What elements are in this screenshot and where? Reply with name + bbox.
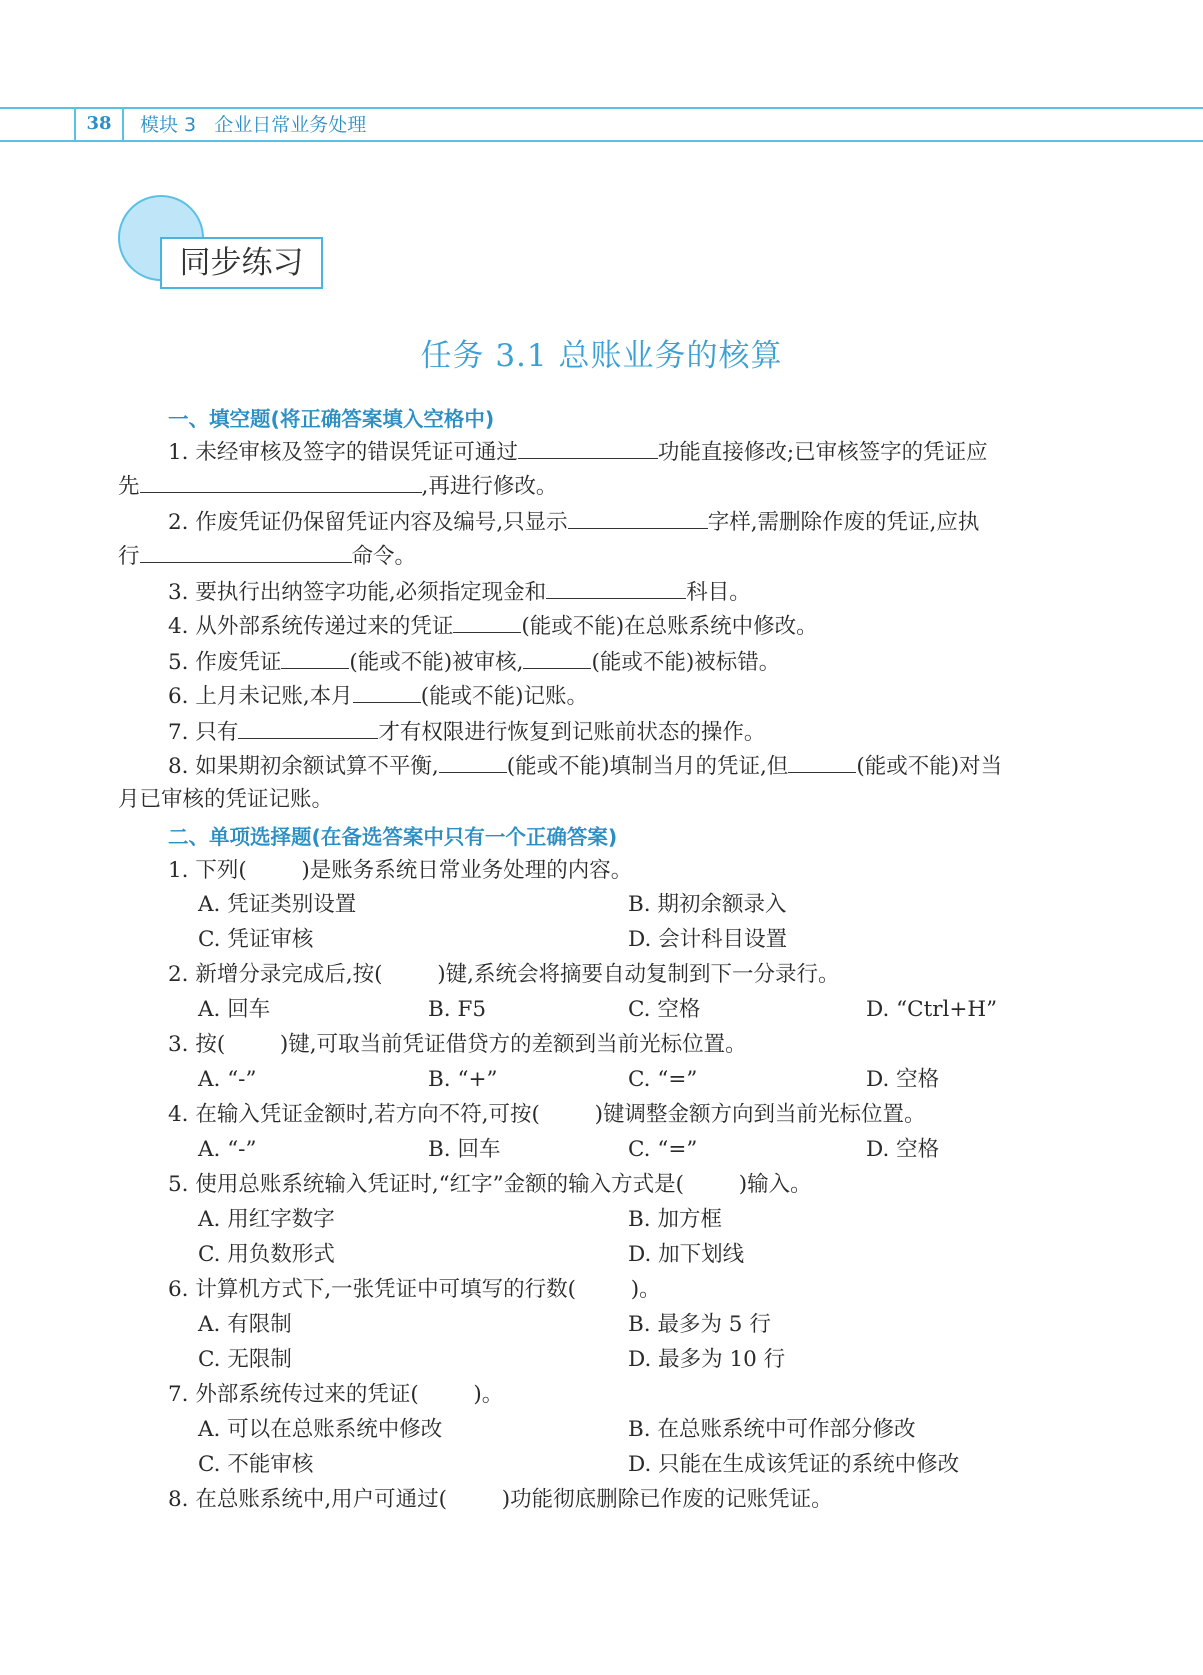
answer-blank[interactable]: [453, 610, 521, 633]
choice-q2-option-c[interactable]: C. 空格: [628, 997, 701, 1022]
answer-blank[interactable]: [140, 540, 352, 563]
header-bottom-rule: [0, 140, 1203, 142]
choice-q4-option-a[interactable]: A. “-”: [198, 1137, 257, 1162]
answer-blank[interactable]: [281, 646, 349, 669]
answer-blank[interactable]: [353, 680, 421, 703]
fill-q1-line2: 先 ,再进行修改。: [118, 470, 557, 502]
choice-q1-option-d[interactable]: D. 会计科目设置: [628, 927, 788, 952]
choice-q6-option-c[interactable]: C. 无限制: [198, 1347, 292, 1372]
choice-q4-option-d[interactable]: D. 空格: [866, 1137, 940, 1162]
header-top-rule: [0, 107, 1203, 109]
choice-q4-option-b[interactable]: B. 回车: [428, 1137, 501, 1162]
choice-q2-option-d[interactable]: D. “Ctrl+H”: [866, 997, 998, 1022]
fill-q4: 4. 从外部系统传递过来的凭证 (能或不能)在总账系统中修改。: [168, 610, 818, 642]
fill-q1-line1: 1. 未经审核及签字的错误凭证可通过 功能直接修改;已审核签字的凭证应: [168, 436, 988, 468]
fill-q5: 5. 作废凭证 (能或不能)被审核, (能或不能)被标错。: [168, 646, 780, 678]
fill-q2-line2: 行 命令。: [118, 540, 416, 572]
choice-q7-option-c[interactable]: C. 不能审核: [198, 1452, 314, 1477]
choice-q3-option-b[interactable]: B. “+”: [428, 1067, 498, 1092]
choice-q5-option-c[interactable]: C. 用负数形式: [198, 1242, 335, 1267]
choice-q4-option-c[interactable]: C. “=”: [628, 1137, 698, 1162]
choice-q6-stem: 6. 计算机方式下,一张凭证中可填写的行数( )。: [168, 1277, 661, 1302]
page-number: 38: [74, 107, 124, 140]
choice-q8-stem: 8. 在总账系统中,用户可通过( )功能彻底删除已作废的记账凭证。: [168, 1487, 833, 1512]
choice-q7-option-d[interactable]: D. 只能在生成该凭证的系统中修改: [628, 1452, 960, 1477]
answer-blank[interactable]: [439, 750, 507, 773]
fill-q7: 7. 只有 才有权限进行恢复到记账前状态的操作。: [168, 716, 765, 748]
choice-q5-option-a[interactable]: A. 用红字数字: [198, 1207, 335, 1232]
choice-q6-option-a[interactable]: A. 有限制: [198, 1312, 292, 1337]
practice-badge: 同步练习: [160, 237, 323, 289]
answer-blank[interactable]: [788, 750, 856, 773]
choice-q6-option-d[interactable]: D. 最多为 10 行: [628, 1347, 786, 1372]
choice-q2-option-a[interactable]: A. 回车: [198, 997, 271, 1022]
choice-q6-option-b[interactable]: B. 最多为 5 行: [628, 1312, 771, 1337]
fill-q3: 3. 要执行出纳签字功能,必须指定现金和 科目。: [168, 576, 751, 608]
section-single-choice-title: 二、单项选择题(在备选答案中只有一个正确答案): [168, 825, 618, 849]
answer-blank[interactable]: [140, 470, 422, 493]
section-fill-blank-title: 一、填空题(将正确答案填入空格中): [168, 407, 495, 431]
answer-blank[interactable]: [523, 646, 591, 669]
choice-q5-stem: 5. 使用总账系统输入凭证时,“红字”金额的输入方式是( )输入。: [168, 1172, 812, 1197]
choice-q5-option-b[interactable]: B. 加方框: [628, 1207, 722, 1232]
module-title: 模块 3 企业日常业务处理: [140, 114, 367, 136]
choice-q7-option-a[interactable]: A. 可以在总账系统中修改: [198, 1417, 443, 1442]
choice-q1-option-b[interactable]: B. 期初余额录入: [628, 892, 787, 917]
choice-q3-option-d[interactable]: D. 空格: [866, 1067, 940, 1092]
answer-blank[interactable]: [568, 506, 708, 529]
choice-q2-stem: 2. 新增分录完成后,按( )键,系统会将摘要自动复制到下一分录行。: [168, 962, 840, 987]
choice-q3-option-c[interactable]: C. “=”: [628, 1067, 698, 1092]
choice-q1-option-c[interactable]: C. 凭证审核: [198, 927, 314, 952]
choice-q1-option-a[interactable]: A. 凭证类别设置: [198, 892, 357, 917]
fill-q2-line1: 2. 作废凭证仍保留凭证内容及编号,只显示 字样,需删除作废的凭证,应执: [168, 506, 979, 538]
choice-q7-stem: 7. 外部系统传过来的凭证( )。: [168, 1382, 504, 1407]
fill-q8-line2: 月已审核的凭证记账。: [118, 787, 334, 812]
choice-q4-stem: 4. 在输入凭证金额时,若方向不符,可按( )键调整金额方向到当前光标位置。: [168, 1102, 926, 1127]
answer-blank[interactable]: [238, 716, 378, 739]
choice-q1-stem: 1. 下列( )是账务系统日常业务处理的内容。: [168, 858, 633, 883]
fill-q6: 6. 上月未记账,本月 (能或不能)记账。: [168, 680, 588, 712]
choice-q2-option-b[interactable]: B. F5: [428, 997, 487, 1022]
choice-q3-option-a[interactable]: A. “-”: [198, 1067, 257, 1092]
choice-q7-option-b[interactable]: B. 在总账系统中可作部分修改: [628, 1417, 916, 1442]
answer-blank[interactable]: [546, 576, 686, 599]
task-title: 任务 3.1 总账业务的核算: [420, 338, 783, 374]
choice-q3-stem: 3. 按( )键,可取当前凭证借贷方的差额到当前光标位置。: [168, 1032, 747, 1057]
fill-q8-line1: 8. 如果期初余额试算不平衡, (能或不能)填制当月的凭证,但 (能或不能)对当: [168, 750, 1002, 782]
answer-blank[interactable]: [518, 436, 658, 459]
choice-q5-option-d[interactable]: D. 加下划线: [628, 1242, 745, 1267]
